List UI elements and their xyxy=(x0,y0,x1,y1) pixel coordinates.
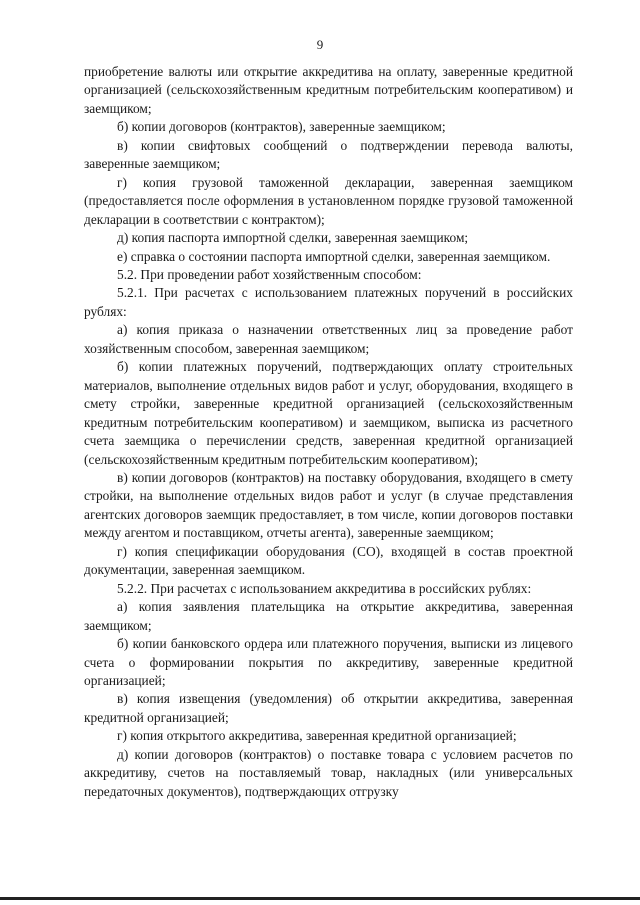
paragraph: д) копия паспорта импортной сделки, заверенная заемщиком; xyxy=(117,230,469,246)
paragraph: в) копия извещения (уведомления) об открытии аккредитива, заверенная кредитной организацией; xyxy=(84,691,573,725)
paragraph: 5.2. При проведении работ хозяйственным способом: xyxy=(117,266,422,282)
paragraph: б) копии банковского ордера или платежного поручения, выписки из лицевого счета о формировании покрытия по аккредитиву, заверенные кредитной организацией; xyxy=(84,636,573,688)
paragraph: г) копия грузовой таможенной декларации, заверенная заемщиком (предоставляется после оформления в установленном порядке грузовой таможенной декларации в соответствии с контрактом); xyxy=(84,174,573,227)
paragraph: е) справка о состоянии паспорта импортной сделки, заверенная заемщиком. xyxy=(117,248,551,264)
paragraph: д) копии договоров (контрактов) о поставке товара с условием расчетов по аккредитиву, счетов на поставляемый товар, накладных (или универсальных передаточных документов), подтверждающих отгрузку xyxy=(84,746,573,799)
bottom-rule xyxy=(0,897,640,900)
paragraph: б) копии платежных поручений, подтверждающих оплату строительных материалов, выполнение отдельных видов работ и услуг, оборудования, входящего в смету стройки, заверенные кредитной организацией (сельскохозяйственным кредитным потребительским кооперативом) и заемщиком, выписка из расчетного счета заемщика о перечислении средств, заверенная кредитной организацией (сельскохозяйственным кредитным потребительским кооперативом); xyxy=(84,359,573,467)
paragraph: 5.2.2. При расчетах с использованием аккредитива в российских рублях: xyxy=(117,580,532,596)
paragraph: в) копии договоров (контрактов) на поставку оборудования, входящего в смету стройки, на выполнение отдельных видов работ и услуг (в случае представления агентских договоров заемщик предоставляет, в том числе, копии договоров поставки между агентом и поставщиком, отчеты агента), заверенные заемщиком; xyxy=(84,469,573,541)
paragraph: в) копии свифтовых сообщений о подтверждении перевода валюты, заверенные заемщиком; xyxy=(84,137,573,172)
page-number: 9 xyxy=(316,37,324,52)
paragraph: б) копии договоров (контрактов), заверенные заемщиком; xyxy=(117,119,446,135)
document-body xyxy=(84,63,573,801)
paragraph: приобретение валюты или открытие аккредитива на оплату, заверенные кредитной организацией (сельскохозяйственным кредитным потребительским кооперативом) и заемщиком; xyxy=(84,64,573,116)
paragraph: а) копия приказа о назначении ответственных лиц за проведение работ хозяйственным способом, заверенная заемщиком; xyxy=(84,322,573,356)
paragraph: г) копия спецификации оборудования (СО), входящей в состав проектной документации, заверенная заемщиком. xyxy=(84,543,573,578)
paragraph: 5.2.1. При расчетах с использованием платежных поручений в российских рублях: xyxy=(84,285,573,319)
paragraph: г) копия открытого аккредитива, заверенная кредитной организацией; xyxy=(117,728,517,744)
paragraph: а) копия заявления плательщика на открытие аккредитива, заверенная заемщиком; xyxy=(84,599,573,633)
